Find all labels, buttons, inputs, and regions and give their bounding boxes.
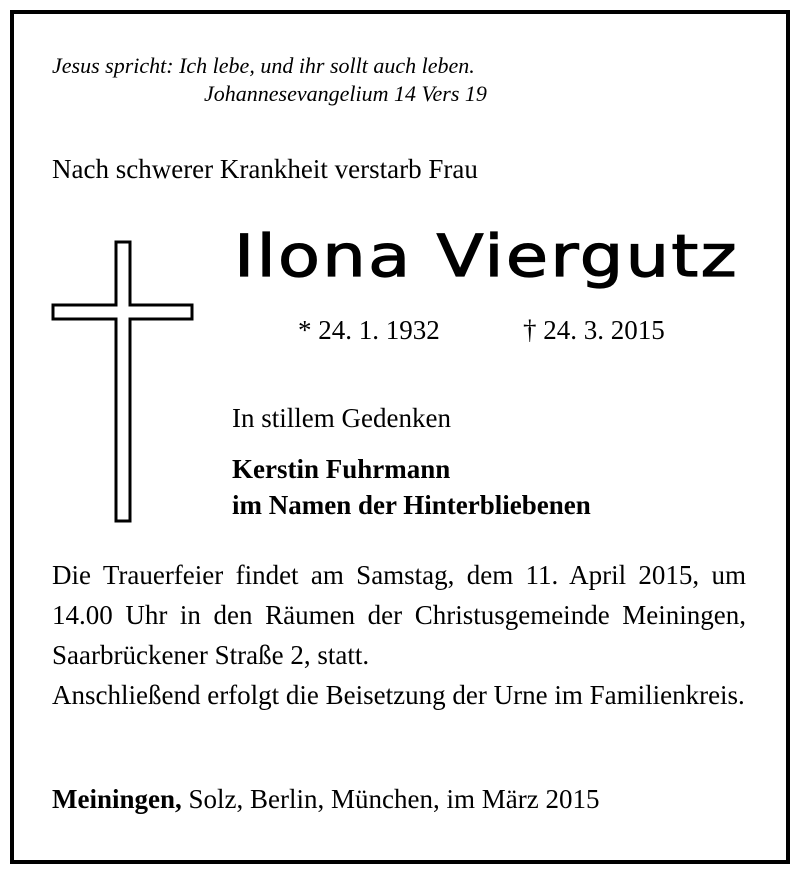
mourner-on-behalf: im Namen der Hinterbliebenen <box>232 490 591 520</box>
deceased-name <box>232 214 772 294</box>
ceremony-paragraph: Die Trauerfeier findet am Samstag, dem 11. April 2015, um 14.00 Uhr in den Räumen der Christusgemeinde Meiningen, Saarbrückener Straße 2, statt. <box>52 560 746 670</box>
remembrance-text: In stillem Gedenken <box>232 403 451 433</box>
mourner-name: Kerstin Fuhrmann <box>232 454 451 484</box>
deceased-name-text: Ilona Viergutz <box>234 222 739 290</box>
burial-paragraph: Anschließend erfolgt die Beisetzung der Urne im Familienkreis. <box>52 680 745 710</box>
intro-text: Nach schwerer Krankheit verstarb Frau <box>52 154 478 184</box>
death-date: † 24. 3. 2015 <box>523 315 665 345</box>
place-date-line <box>52 781 599 817</box>
place-rest: Solz, Berlin, München, im März 2015 <box>181 784 600 814</box>
place-main: Meiningen, <box>52 784 182 814</box>
verse-reference: Johannesevangelium 14 Vers 19 <box>204 81 487 106</box>
life-dates <box>298 313 665 347</box>
cross-icon <box>50 240 195 524</box>
bible-verse <box>52 52 752 108</box>
verse-text: Jesus spricht: Ich lebe, und ihr sollt auch leben. <box>52 53 475 78</box>
deceased-name-lettering <box>232 214 772 294</box>
birth-date: * 24. 1. 1932 <box>298 315 440 345</box>
mourners-block <box>232 451 591 523</box>
